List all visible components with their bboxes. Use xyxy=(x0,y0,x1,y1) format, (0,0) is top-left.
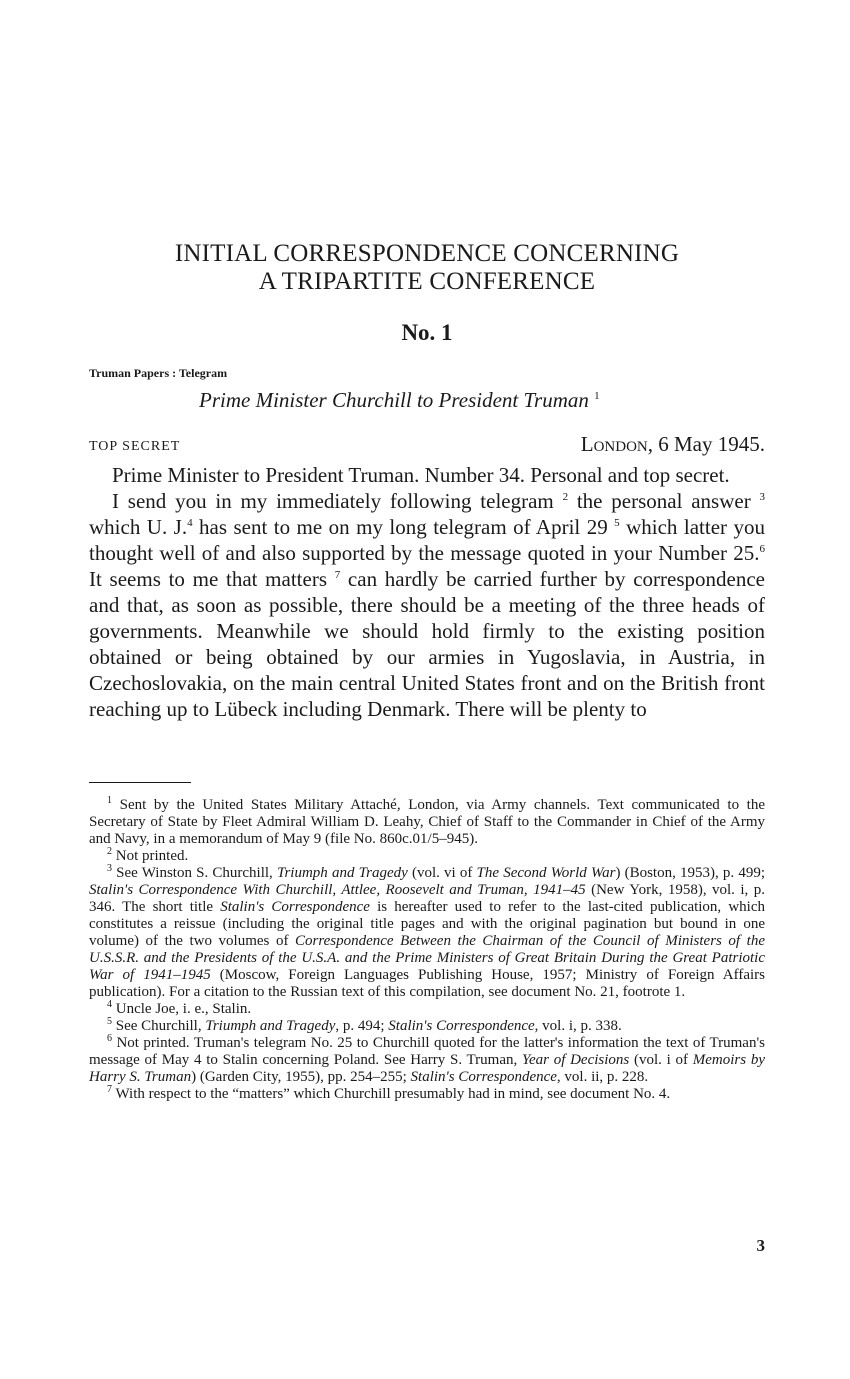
footnote-5 xyxy=(89,1018,765,1035)
footnote-ref: 7 xyxy=(334,569,341,581)
text-run: It seems to me that matters xyxy=(89,567,335,591)
text-run: can hardly be carried further by correspondence and that, as soon as possible, there should be a meeting of the three heads of governments. Meanwhile we should hold firmly to the existing position obtained or being obtained by our armies in Yugoslavia, in Austria, in Czechoslovakia, on the main central United States front and on the British front reaching up to Lübeck including Denmark. There will be plenty to xyxy=(89,567,765,721)
footnote-mark: 7 xyxy=(107,1084,112,1095)
footnote-text: (New York, 1958), vol. i, p. 346. The short title xyxy=(89,882,766,915)
footnote-mark: 1 xyxy=(107,795,112,806)
footnote-3 xyxy=(89,865,765,1001)
footnote-title: Stalin's Correspondence xyxy=(220,899,370,915)
footnote-2 xyxy=(89,848,765,865)
footnote-ref: 1 xyxy=(594,390,600,402)
page-number: 3 xyxy=(756,1236,765,1255)
footnote-ref: 2 xyxy=(562,491,569,503)
footnote-ref: 5 xyxy=(614,517,620,529)
footnote-title: Stalin's Correspondence With Churchill, Attlee, Roosevelt and Truman, 1941–45 xyxy=(89,882,586,898)
footnote-text: , vol. i, p. 338. xyxy=(534,1018,622,1034)
title-line-1: INITIAL CORRESPONDENCE CONCERNING xyxy=(174,240,680,267)
footnote-text: ) (Boston, 1953), p. 499; xyxy=(615,865,766,881)
footnote-title: Triumph and Tragedy xyxy=(205,1018,336,1034)
footnote-mark: 5 xyxy=(107,1016,112,1027)
place-date xyxy=(581,432,765,457)
footnote-text: See Churchill, xyxy=(115,1018,206,1034)
footnote-ref: 6 xyxy=(759,543,765,555)
footnotes xyxy=(89,797,765,1103)
text-run: which latter you thought well of and also supported by the message quoted in your Number 25. xyxy=(89,515,765,565)
paragraph-1: Prime Minister to President Truman. Number 34. Personal and top secret. xyxy=(112,463,730,487)
footnote-divider xyxy=(89,782,191,783)
footnote-1 xyxy=(89,797,765,848)
footnote-text: Not printed. Truman's telegram No. 25 to Churchill quoted for the latter's information the text of Truman's message of May 4 to Stalin concerning Poland. See Harry S. Truman, xyxy=(89,1035,765,1068)
text-run: the personal answer xyxy=(568,489,760,513)
footnote-4 xyxy=(89,1001,765,1018)
footnote-text: ) (Garden City, 1955), pp. 254–255; xyxy=(191,1069,411,1085)
text-run: which U. J. xyxy=(89,515,188,539)
footnote-mark: 3 xyxy=(107,863,112,874)
classification-label: TOP SECRET xyxy=(89,439,181,454)
footnote-6 xyxy=(89,1035,765,1086)
footnote-title: Stalin's Correspondence xyxy=(410,1069,557,1085)
heading-text: Prime Minister Churchill to President Truman xyxy=(199,388,589,412)
footnote-mark: 6 xyxy=(107,1033,112,1044)
footnote-text: Uncle Joe, i. e., Stalin. xyxy=(115,1001,252,1017)
text-run: I send you in my immediately following telegram xyxy=(112,489,563,513)
paragraph-2 xyxy=(89,488,765,722)
footnote-mark: 4 xyxy=(107,999,112,1010)
footnote-title: Memoirs by Harry S. Truman xyxy=(89,1052,765,1085)
footnote-mark: 2 xyxy=(107,846,112,857)
footnote-text: Not printed. xyxy=(115,848,189,864)
footnote-text: (Moscow, Foreign Languages Publishing House, 1957; Ministry of Foreign Affairs publication). For a citation to the Russian text of this compilation, see document No. 21, footrote 1. xyxy=(89,967,765,1000)
footnote-text: is hereafter used to refer to the last-cited publication, which constitutes a reissue (including the original title pages and with the original pagination but bound in one volume) of the two volumes of xyxy=(89,899,765,949)
footnote-text: , vol. ii, p. 228. xyxy=(556,1069,649,1085)
document-heading xyxy=(199,388,600,413)
footnote-7 xyxy=(89,1086,765,1103)
footnote-title: Stalin's Correspondence xyxy=(388,1018,535,1034)
footnote-text: Sent by the United States Military Attaché, London, via Army channels. Text communicated to the Secretary of State by Fleet Admiral William D. Leahy, Chief of Staff to the Commander in Chief of the Army and Navy, in a memorandum of May 9 (file No. 860c.01/5–945). xyxy=(89,797,766,847)
title-line-2: A TRIPARTITE CONFERENCE xyxy=(258,268,596,295)
footnote-title: Correspondence Between the Chairman of the Council of Ministers of the U.S.S.R. and the Presidents of the U.S.A. and the Prime Ministers of Great Britain During the Great Patriotic War of 1941–1945 xyxy=(89,933,765,983)
footnote-text: , p. 494; xyxy=(335,1018,389,1034)
footnote-text: (vol. i of xyxy=(629,1052,693,1068)
date-text: , 6 May 1945. xyxy=(647,432,765,456)
footnote-text: See Winston S. Churchill, xyxy=(116,865,277,881)
document-number: No. 1 xyxy=(401,320,453,345)
place-name: London xyxy=(580,432,648,456)
footnote-title: Year of Decisions xyxy=(522,1052,630,1068)
text-run: has sent to me on my long telegram of April 29 xyxy=(192,515,615,539)
document-title xyxy=(89,240,765,296)
footnote-text: With respect to the “matters” which Churchill presumably had in mind, see document No. 4. xyxy=(115,1086,671,1102)
source-note: Truman Papers : Telegram xyxy=(89,366,228,380)
footnote-text: (vol. vi of xyxy=(407,865,477,881)
footnote-title: Triumph and Tragedy xyxy=(276,865,408,881)
footnote-ref: 3 xyxy=(759,491,765,503)
footnote-title: The Second World War xyxy=(476,865,616,881)
footnote-ref: 4 xyxy=(187,517,193,529)
document-body xyxy=(89,462,765,722)
